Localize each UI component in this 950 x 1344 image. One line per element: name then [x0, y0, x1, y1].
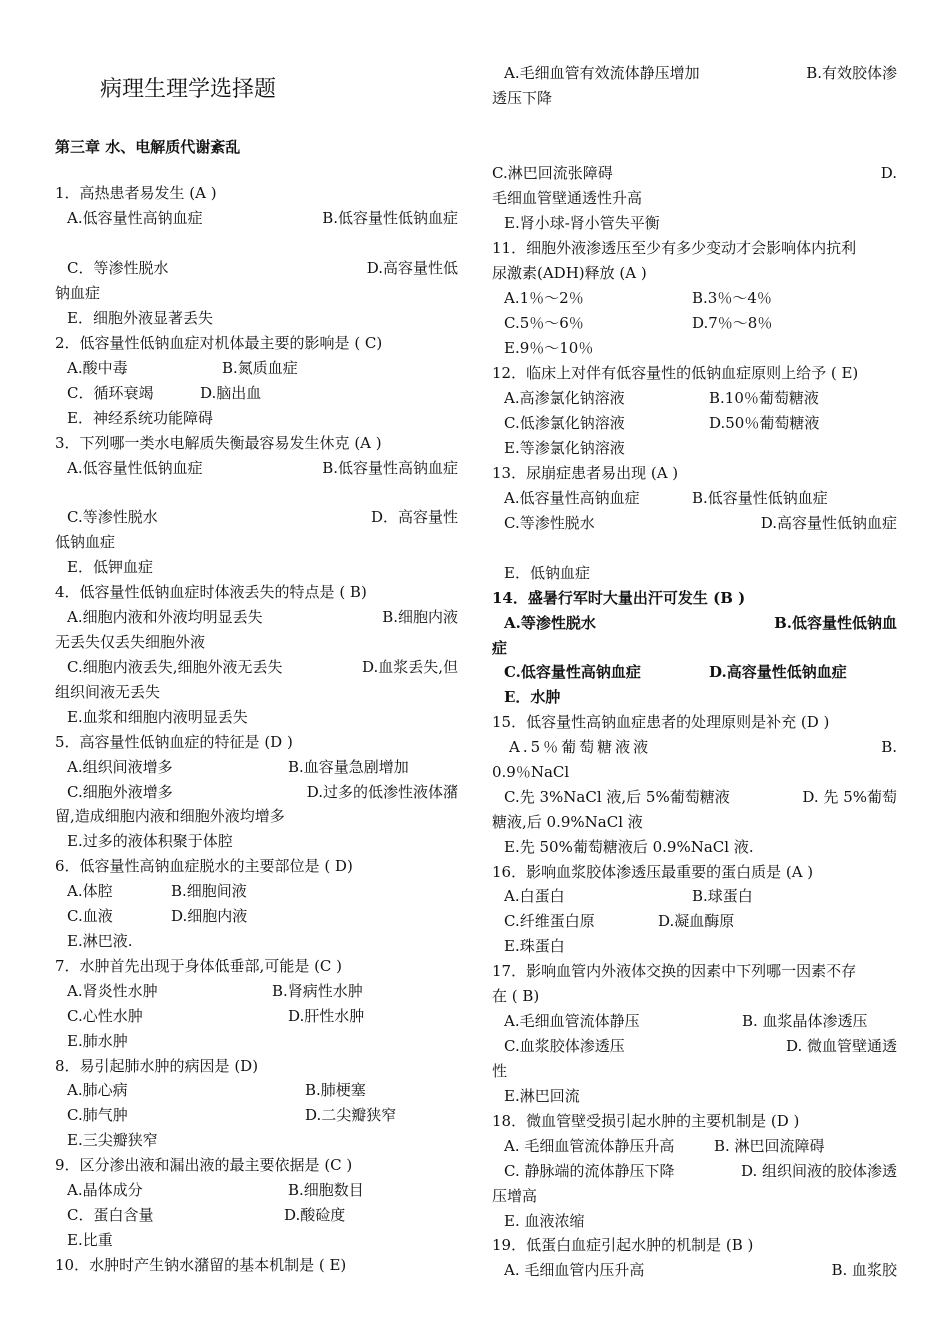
option-d: D.高容量性低钠血症	[709, 663, 847, 681]
option-row	[492, 1159, 897, 1184]
option-e: E.珠蛋白	[504, 937, 565, 955]
option-c: C．循环衰竭	[67, 384, 154, 402]
option-row	[55, 605, 458, 630]
option-row	[55, 780, 458, 805]
option-c: C.等渗性脱水	[504, 514, 595, 532]
option-a: A.毛细血管流体静压	[504, 1012, 640, 1030]
option-cont: 毛细血管壁通透性升高	[492, 189, 643, 207]
option-a: A.肾炎性水肿	[67, 982, 158, 1000]
option-row	[55, 979, 458, 1004]
option-row	[492, 611, 897, 636]
option-b: B.细胞内液	[382, 608, 458, 626]
option-row	[55, 655, 458, 680]
option-row	[55, 879, 458, 904]
option-cont: 低钠血症	[55, 533, 116, 551]
page-title: 病理生理学选择题	[100, 77, 277, 102]
option-row	[55, 1004, 458, 1029]
option-c: C.细胞外液增多	[67, 783, 173, 801]
option-row	[492, 286, 897, 311]
option-d: D.凝血酶原	[658, 912, 735, 930]
option-c: C．蛋白含量	[67, 1206, 154, 1224]
option-cont: 性	[492, 1062, 508, 1080]
question-12: 12．临床上对伴有低容量性的低钠血症原则上给予 ( E)	[492, 364, 859, 382]
option-b: B.3％～4％	[692, 289, 772, 307]
question-11: 11．细胞外液渗透压至少有多少变动才会影响体内抗利	[492, 239, 857, 257]
option-row	[55, 381, 458, 406]
option-row	[492, 311, 897, 336]
option-c: C.细胞内液丢失,细胞外液无丢失	[67, 658, 283, 676]
option-e: E．细胞外液显著丢失	[67, 309, 213, 327]
option-d: D.	[880, 164, 897, 182]
option-c: C.等渗性脱水	[67, 508, 158, 526]
option-a: A.5％葡萄糖液液	[509, 738, 652, 756]
option-b: B.低容量性低钠血症	[322, 209, 458, 227]
question-8: 8．易引起肺水肿的病因是 (D)	[55, 1057, 259, 1075]
question-16: 16．影响血浆胶体渗透压最重要的蛋白质是 (A )	[492, 863, 814, 881]
option-e: E.肾小球-肾小管失平衡	[504, 214, 660, 232]
option-b: B.低容量性高钠血症	[322, 459, 458, 477]
option-d: D.酸硷度	[284, 1206, 346, 1224]
chapter-heading: 第三章 水、电解质代谢紊乱	[55, 138, 241, 156]
option-a: A.高渗氯化钠溶液	[504, 389, 625, 407]
question-13: 13．尿崩症患者易出现 (A )	[492, 464, 679, 482]
question-7: 7．水肿首先出现于身体低垂部,可能是 (C )	[55, 957, 343, 975]
option-b: B.血容量急剧增加	[288, 758, 409, 776]
option-cont: 钠血症	[55, 284, 101, 302]
option-d: D.50％葡萄糖液	[709, 414, 820, 432]
option-a: A.酸中毒	[67, 359, 128, 377]
option-row	[492, 511, 897, 536]
option-b: B.	[881, 738, 897, 756]
option-cont: 糖液,后 0.9%NaCl 液	[492, 813, 643, 831]
option-row	[55, 356, 458, 381]
option-b: B.有效胶体渗	[806, 64, 897, 82]
question-9: 9．区分渗出液和漏出液的最主要依据是 (C )	[55, 1156, 353, 1174]
option-c: C.纤维蛋白原	[504, 912, 595, 930]
option-b: B. 淋巴回流障碍	[714, 1137, 825, 1155]
option-row	[55, 505, 458, 530]
option-row	[492, 411, 897, 436]
question-2: 2．低容量性低钠血症对机体最主要的影响是 ( C)	[55, 334, 383, 352]
option-row	[55, 256, 458, 281]
option-a: A. 毛细血管内压升高	[504, 1261, 645, 1279]
option-b: B.低容量性低钠血	[774, 614, 897, 632]
option-e: E．低钠血症	[504, 564, 590, 582]
option-e: E．水肿	[504, 688, 561, 706]
option-d: D.高容量性低钠血症	[760, 514, 897, 532]
option-a: A.组织间液增多	[67, 758, 173, 776]
option-d: D. 微血管壁通透	[785, 1037, 897, 1055]
option-e: E.过多的液体积聚于体腔	[67, 832, 233, 850]
option-row	[55, 1103, 458, 1128]
option-e: E.等渗氯化钠溶液	[504, 439, 625, 457]
option-row	[492, 735, 897, 760]
option-cont: 留,造成细胞内液和细胞外液均增多	[55, 807, 285, 825]
option-e: E.9％～10％	[504, 339, 594, 357]
option-e: E．神经系统功能障碍	[67, 409, 213, 427]
option-a: A.1％～2％	[504, 289, 584, 307]
option-b: B. 血浆胶	[831, 1261, 897, 1279]
option-a: A.低容量性高钠血症	[504, 489, 640, 507]
option-row	[55, 456, 458, 481]
option-b: B.球蛋白	[692, 887, 753, 905]
question-6: 6．低容量性高钠血症脱水的主要部位是 ( D)	[55, 857, 353, 875]
option-d: D.7％～8％	[692, 314, 773, 332]
option-e: E.血浆和细胞内液明显丢失	[67, 708, 248, 726]
option-c: C.心性水肿	[67, 1007, 143, 1025]
option-a: A.低容量性低钠血症	[67, 459, 203, 477]
question-17: 17．影响血管内外液体交换的因素中下列哪一因素不存	[492, 962, 857, 980]
option-d: D. 组织间液的胶体渗透	[740, 1162, 897, 1180]
option-a: A.细胞内液和外液均明显丢失	[67, 608, 263, 626]
option-b: B.细胞数目	[288, 1181, 364, 1199]
option-row	[492, 1134, 897, 1159]
option-b: B.10％葡萄糖液	[709, 389, 819, 407]
option-a: A. 毛细血管流体静压升高	[504, 1137, 675, 1155]
option-row	[492, 1009, 897, 1034]
option-row	[55, 1078, 458, 1103]
option-e: E．低钾血症	[67, 558, 153, 576]
question-15: 15．低容量性高钠血症患者的处理原则是补充 (D )	[492, 713, 830, 731]
option-a: A.肺心病	[67, 1081, 128, 1099]
option-b: B.肾病性水肿	[272, 982, 363, 1000]
option-row	[55, 1203, 458, 1228]
option-row	[492, 386, 897, 411]
option-d: D.过多的低渗性液体潴	[306, 783, 458, 801]
question-3: 3．下列哪一类水电解质失衡最容易发生休克 (A )	[55, 434, 382, 452]
option-a: A.毛细血管有效流体静压增加	[504, 64, 700, 82]
option-row	[492, 1034, 897, 1059]
option-a: A.体腔	[67, 882, 113, 900]
option-e: E.比重	[67, 1231, 113, 1249]
question-19: 19．低蛋白血症引起水肿的机制是 (B )	[492, 1236, 754, 1254]
option-row	[55, 206, 458, 231]
option-row	[55, 755, 458, 780]
option-b: B.细胞间液	[171, 882, 247, 900]
option-c: C.淋巴回流张障碍	[492, 164, 613, 182]
option-e: E. 血液浓缩	[504, 1212, 585, 1230]
question-cont: 尿激素(ADH)释放 (A )	[492, 264, 647, 282]
option-d: D.二尖瓣狭窄	[305, 1106, 397, 1124]
option-row	[492, 486, 897, 511]
option-cont: 透压下降	[492, 89, 553, 107]
option-d: D.血浆丢失,但	[361, 658, 458, 676]
question-18: 18．微血管壁受损引起水肿的主要机制是 (D )	[492, 1112, 800, 1130]
option-row	[492, 1258, 897, 1283]
option-row	[492, 909, 897, 934]
option-c: C．等渗性脱水	[67, 259, 169, 277]
option-e: E.先 50%葡萄糖液后 0.9%NaCl 液.	[504, 838, 754, 856]
option-row	[55, 904, 458, 929]
option-cont: 压增高	[492, 1187, 538, 1205]
option-b: B.低容量性低钠血症	[692, 489, 828, 507]
question-14: 14．盛暑行军时大量出汗可发生 (B )	[492, 589, 746, 607]
option-a: A.晶体成分	[67, 1181, 143, 1199]
option-c: C. 静脉端的流体静压下降	[504, 1162, 675, 1180]
option-e: E.淋巴回流	[504, 1087, 580, 1105]
option-c: C.肺气肿	[67, 1106, 128, 1124]
option-d: D.高容量性低	[366, 259, 458, 277]
option-row	[492, 61, 897, 86]
option-row	[492, 161, 897, 186]
option-a: A.白蛋白	[504, 887, 565, 905]
option-d: D.脑出血	[200, 384, 262, 402]
option-c: C.先 3%NaCl 液,后 5%葡萄糖液	[504, 788, 730, 806]
option-c: C.低渗氯化钠溶液	[504, 414, 625, 432]
option-b: B. 血浆晶体渗透压	[742, 1012, 868, 1030]
option-e: E.肺水肿	[67, 1032, 128, 1050]
question-5: 5．高容量性低钠血症的特征是 (D )	[55, 733, 293, 751]
question-cont: 在 ( B)	[492, 987, 540, 1005]
question-1: 1．高热患者易发生 (A )	[55, 184, 217, 202]
option-cont: 组织间液无丢失	[55, 683, 161, 701]
option-c: C.5％～6％	[504, 314, 584, 332]
question-4: 4．低容量性低钠血症时体液丢失的特点是 ( B)	[55, 583, 367, 601]
option-c: C.血液	[67, 907, 113, 925]
option-b: B.肺梗塞	[305, 1081, 366, 1099]
option-d: D. 先 5%葡萄	[802, 788, 897, 806]
option-a: A.等渗性脱水	[504, 614, 596, 632]
option-cont: 0.9％NaCl	[492, 763, 570, 781]
option-row	[492, 884, 897, 909]
option-c: C.低容量性高钠血症	[504, 663, 641, 681]
option-row	[55, 1178, 458, 1203]
question-10: 10．水肿时产生钠水潴留的基本机制是 ( E)	[55, 1256, 347, 1274]
option-b: B.氮质血症	[222, 359, 298, 377]
option-d: D.肝性水肿	[288, 1007, 365, 1025]
option-d: D.细胞内液	[171, 907, 248, 925]
option-a: A.低容量性高钠血症	[67, 209, 203, 227]
option-row	[492, 660, 897, 685]
option-e: E.三尖瓣狭窄	[67, 1131, 158, 1149]
option-c: C.血浆胶体渗透压	[504, 1037, 625, 1055]
option-row	[492, 785, 897, 810]
option-d: D．高容量性	[370, 508, 458, 526]
option-e: E.淋巴液.	[67, 932, 133, 950]
option-cont: 症	[492, 639, 508, 657]
option-cont: 无丢失仅丢失细胞外液	[55, 633, 206, 651]
